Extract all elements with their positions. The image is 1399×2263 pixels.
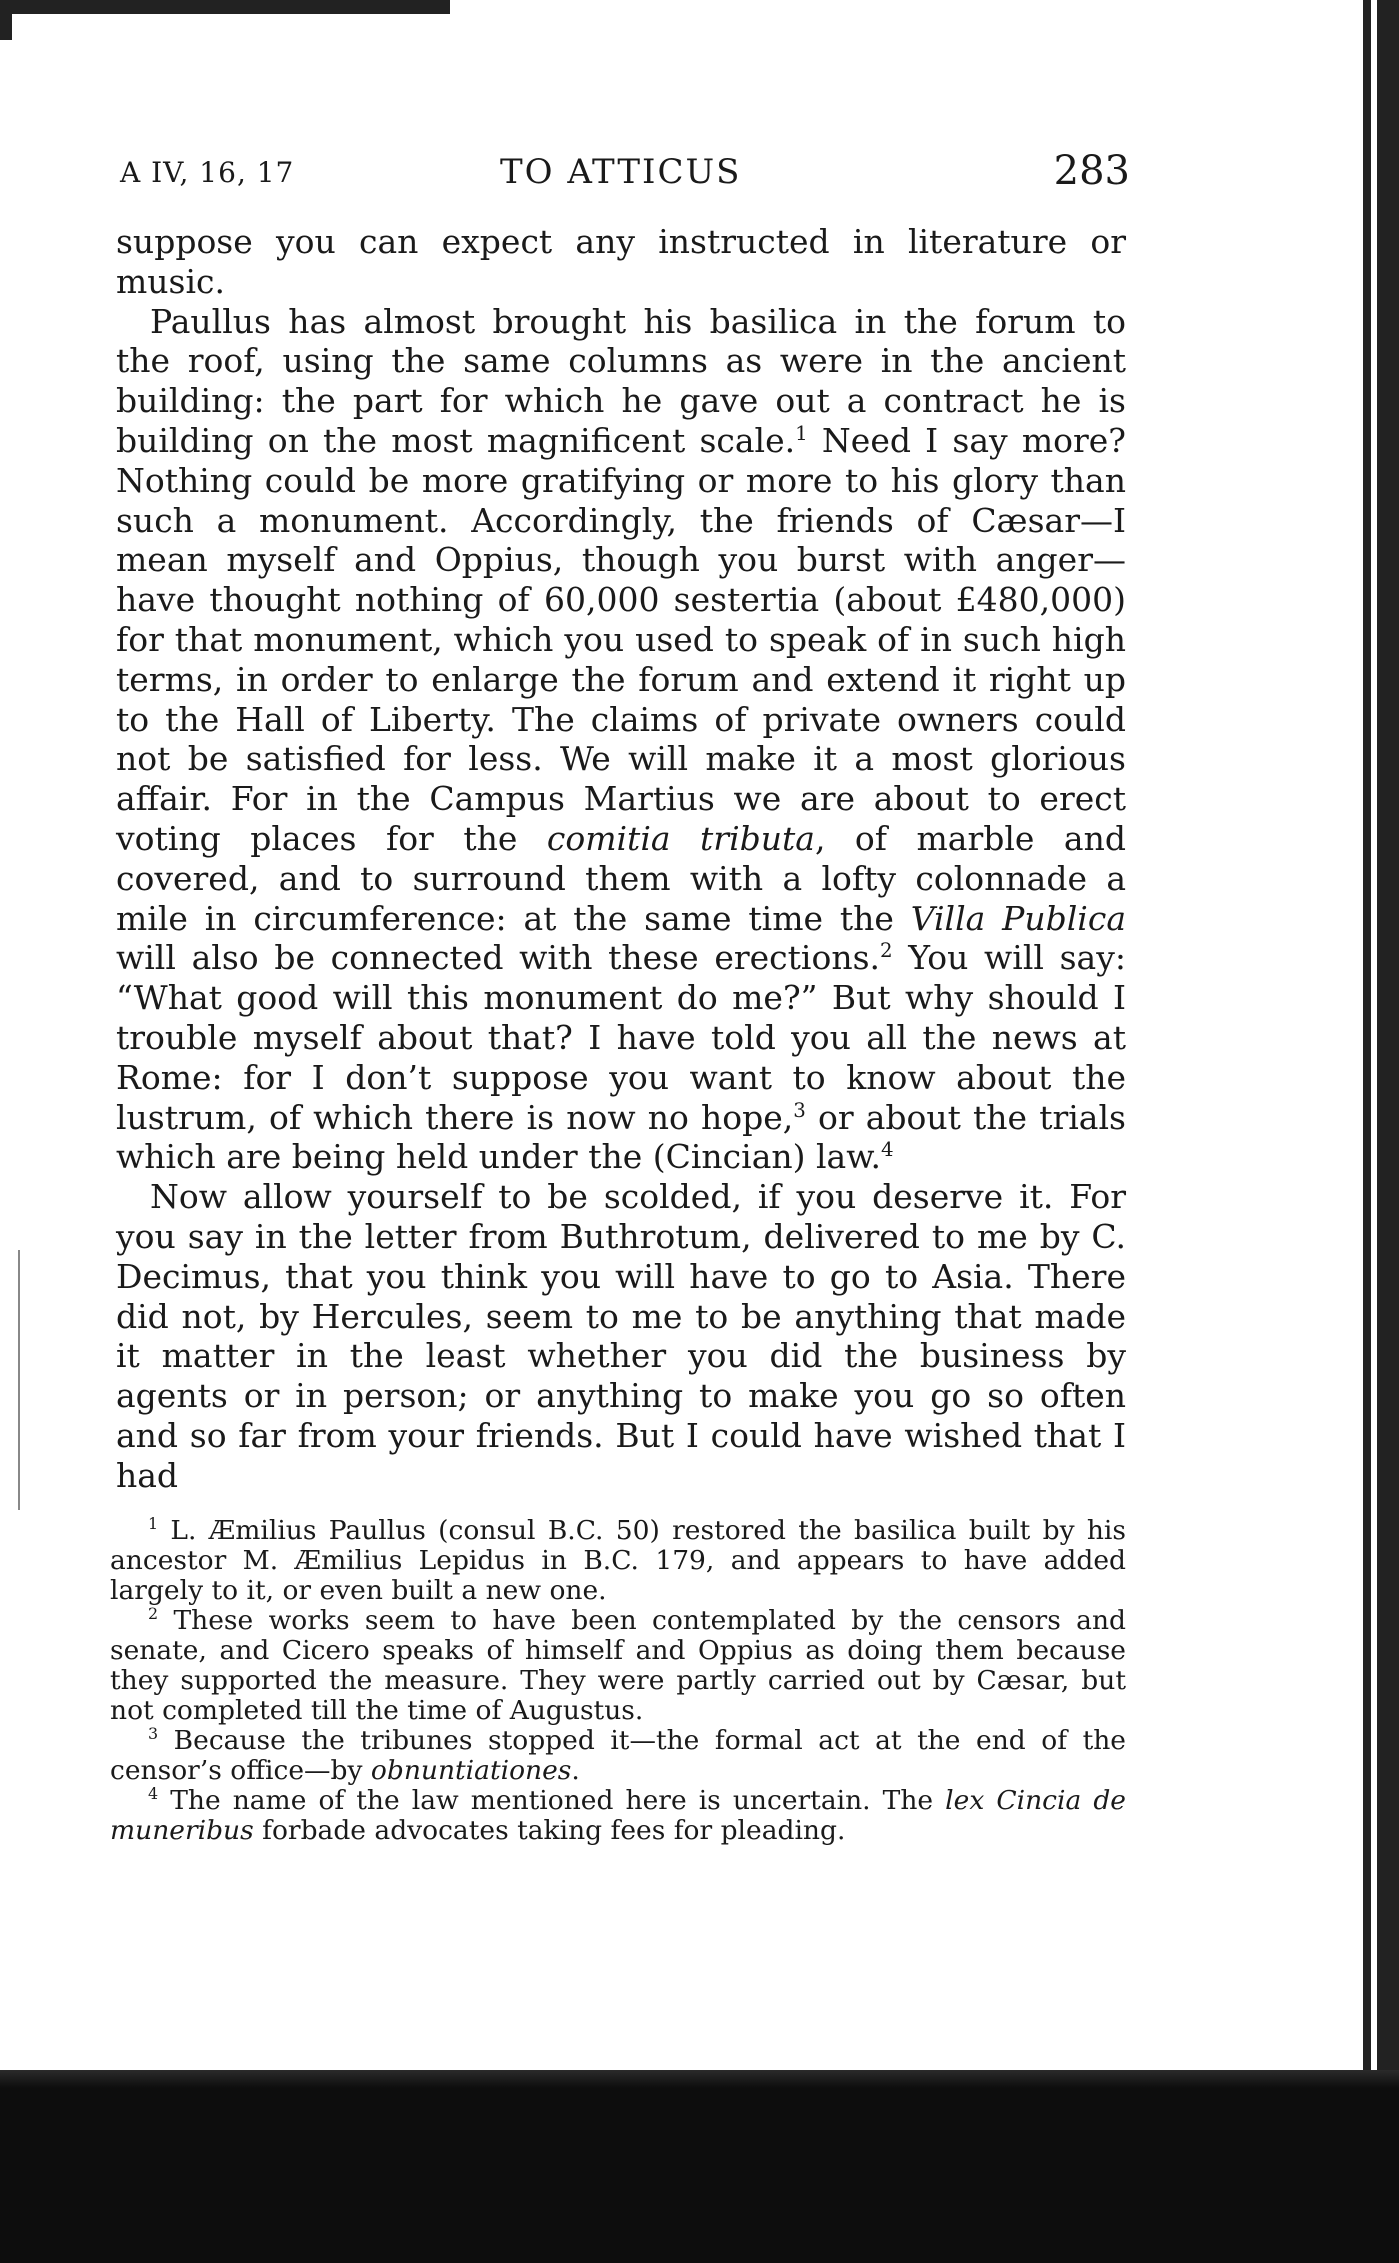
running-header (120, 148, 1130, 208)
paragraph-2: Paullus has almost brought his basilica in the forum to the roof, using the same columns as were in the ancient building: the part for which he gave out a contract he is building on the most magnificent scale.$^1$ Need I say more? Nothing could be more gratifying or more to his glory than such a monument. Accordingly, the friends of Cæsar—I mean myself and Oppius, though you burst with anger—have thought nothing of 60,000 sestertia (about £480,000) for that monument, which you used to speak of in such high terms, in order to enlarge the forum and extend it right up to the Hall of Liberty. The claims of private owners could not be satisfied for less. We will make it a most glorious affair. For in the Campus Martius we are about to erect voting places for the comitia tributa, of marble and covered, and to surround them with a lofty colonnade a mile in circumference: at the same time the Villa Publica will also be connected with these erections.$^2$ You will say: “What good will this monument do me?” But why should I trouble myself about that? I have told you all the news at Rome: for I don’t suppose you want to know about the lustrum, of which there is now no hope,$^3$ or about the trials which are being held under the (Cincian) law.$^4$ (116, 301, 1126, 1177)
footnote-ref-3: 3 (793, 1098, 806, 1122)
section-reference: A IV, 16, 17 (120, 156, 295, 189)
scan-bottom-edge (0, 2070, 1399, 2263)
footnote-3: $^3$ Because the tribunes stopped it—the formal act at the end of the censor’s office—by obnuntiationes. (110, 1724, 1126, 1786)
footnote-2: $^2$ These works seem to have been contemplated by the censors and senate, and Cicero speaks of himself and Oppius as doing them because they supported the measure. They were partly carried out by Cæsar, but not completed till the time of Augustus. (110, 1604, 1126, 1726)
paragraph-3: Now allow yourself to be scolded, if you deserve it. For you say in the letter from Buthrotum, delivered to me by C. Decimus, that you think you will have to go to Asia. There did not, by Hercules, seem to me to be anything that made it matter in the least whether you did the business by agents or in person; or anything to make you go so often and so far from your friends. But I could have wished that I had (116, 1177, 1126, 1495)
page-number: 283 (1053, 148, 1130, 194)
footnote-4: $^4$ The name of the law mentioned here is uncertain. The lex Cincia de muneribus forbade advocates taking fees for pleading. (110, 1784, 1126, 1846)
footnote-ref-1: 1 (795, 421, 808, 445)
paragraph-1: suppose you can expect any instructed in literature or music. (116, 222, 1126, 301)
scan-top-edge (0, 0, 450, 42)
footnote-ref-4: 4 (881, 1138, 894, 1162)
page-title: TO ATTICUS (500, 152, 742, 192)
scan-margin-mark (18, 1250, 20, 1510)
scan-binding-edge (1359, 0, 1399, 2080)
footnote-1: $^1$ L. Æmilius Paullus (consul B.C. 50) restored the basilica built by his ancestor M. Æmilius Lepidus in B.C. 179, and appears to have added largely to it, or even built a new one. (110, 1514, 1126, 1606)
footnotes (110, 1516, 1126, 1846)
main-text (116, 222, 1126, 1496)
footnote-ref-2: 2 (880, 939, 893, 963)
